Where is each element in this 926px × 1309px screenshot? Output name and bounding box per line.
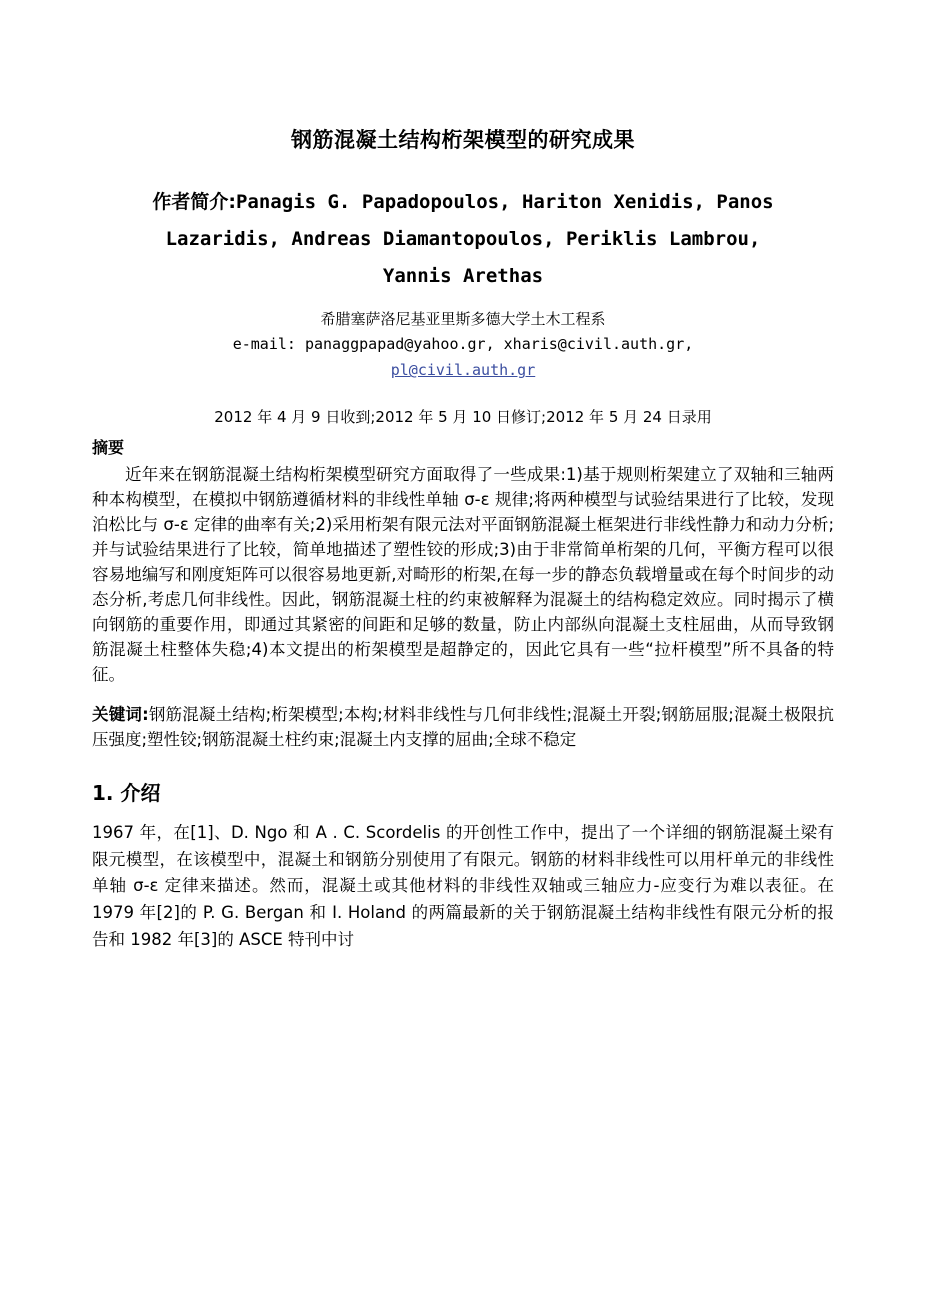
top-margin (92, 0, 834, 124)
email-link[interactable]: pl@civil.auth.gr (390, 361, 536, 380)
abstract-text: 近年来在钢筋混凝土结构桁架模型研究方面取得了一些成果:1)基于规则桁架建立了双轴和三轴两种本构模型，在模拟中钢筋遵循材料的非线性单轴 σ-ε 规律;将两种模型与试验结果进行了比较，发现泊松比与 σ-ε 定律的曲率有关;2)采用桁架有限元法对平面钢筋混凝土框架进行非线性静力和动力分析;并与试验结果进行了比较，简单地描述了塑性铰的形成;3)由于非常简单桁架的几何，平衡方程可以很容易地编写和刚度矩阵可以很容易地更新,对畸形的桁架,在每一步的静态负载增量或在每个时间步的动态分析,考虑几何非线性。因此，钢筋混凝土柱的约束被解释为混凝土的结构稳定效应。同时揭示了横向钢筋的重要作用，即通过其紧密的间距和足够的数量，防止内部纵向混凝土支柱屈曲，从而导致钢筋混凝土柱整体失稳;4)本文提出的桁架模型是超静定的，因此它具有一些“拉杆模型”所不具备的特征。 (92, 464, 834, 685)
email-line: e-mail: panaggpapad@yahoo.gr, xharis@civil.auth.gr, (232, 335, 694, 354)
submission-dates: 2012 年 4 月 9 日收到;2012 年 5 月 10 日修订;2012 年 5 月 24 日录用 (214, 407, 712, 426)
email-link-line (92, 357, 834, 383)
authors-label: 作者简介: (152, 191, 236, 213)
authors-block (92, 184, 834, 295)
keywords-text: 钢筋混凝土结构;桁架模型;本构;材料非线性与几何非线性;混凝土开裂;钢筋屈服;混凝土极限抗压强度;塑性铰;钢筋混凝土柱约束;混凝土内支撑的屈曲;全球不稳定 (92, 705, 834, 750)
section-1-heading: 1. 介绍 (92, 780, 161, 805)
section-1-paragraph: 1967 年，在[1]、D. Ngo 和 A . C. Scordelis 的开创性工作中，提出了一个详细的钢筋混凝土梁有限元模型，在该模型中，混凝土和钢筋分别使用了有限元。钢筋的材料非线性可以用杆单元的非线性单轴 σ-ε 定律来描述。然而，混凝土或其他材料的非线性双轴或三轴应力-应变行为难以表征。在 1979 年[2]的 P. G. Bergan 和 I. Holand 的两篇最新的关于钢筋混凝土结构非线性有限元分析的报告和 1982 年[3]的 ASCE 特刊中讨 (92, 822, 834, 949)
authors-names-1: Panagis G. Papadopoulos, Hariton Xenidis, Panos (235, 191, 774, 213)
authors-line-1 (92, 184, 834, 221)
affiliation: 希腊塞萨洛尼基亚里斯多德大学土木工程系 (320, 310, 606, 329)
keywords-label: 关键词: (92, 705, 149, 725)
authors-line-3: Yannis Arethas (382, 265, 544, 288)
abstract-label: 摘要 (92, 437, 125, 457)
authors-line-2: Lazaridis, Andreas Diamantopoulos, Periklis Lambrou, (165, 228, 761, 251)
page-title: 钢筋混凝土结构桁架模型的研究成果 (291, 128, 635, 152)
keywords-block (92, 703, 834, 753)
